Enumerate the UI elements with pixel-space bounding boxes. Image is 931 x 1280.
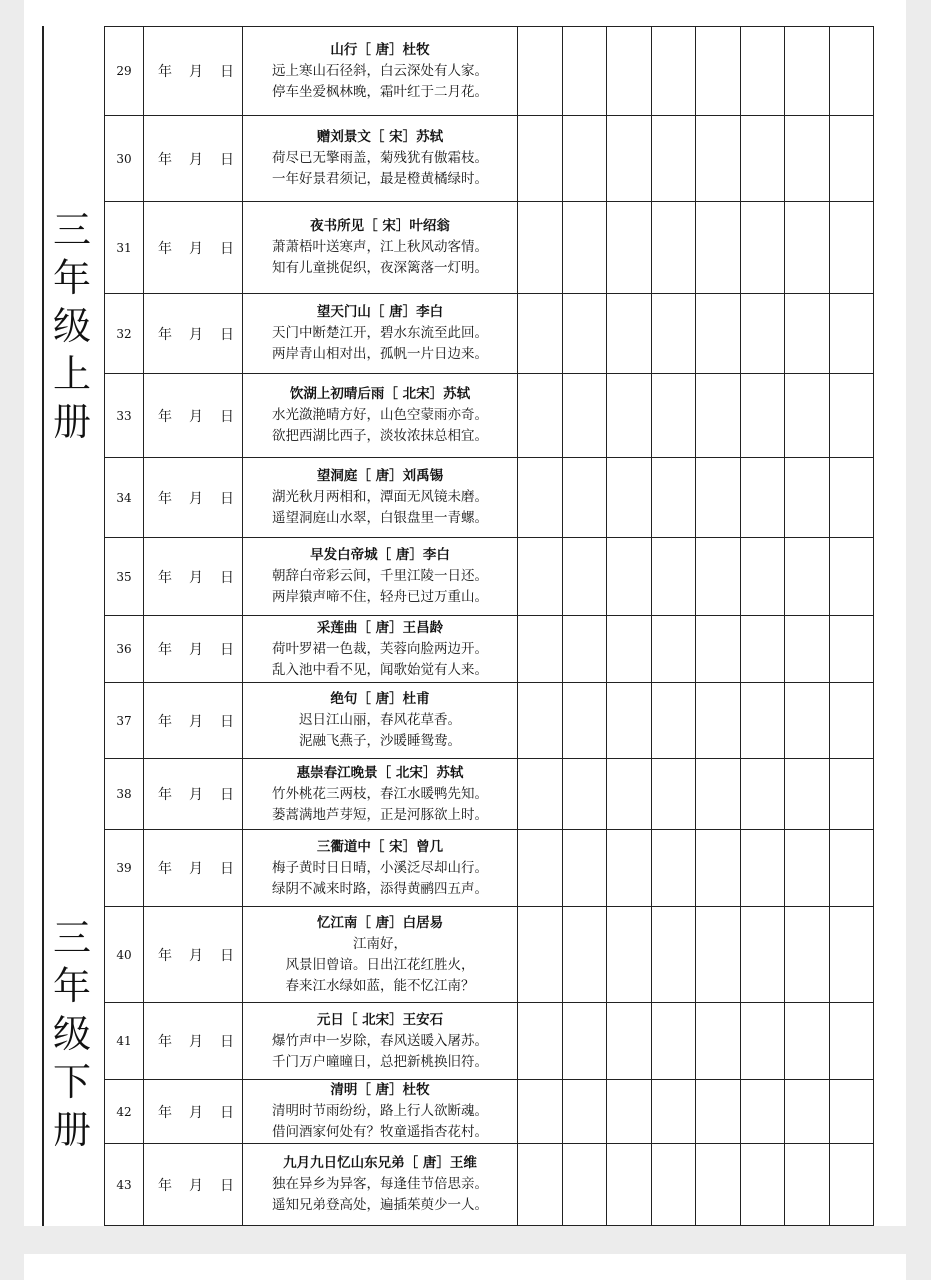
check-box-cell[interactable] [696, 1080, 741, 1144]
check-box-cell[interactable] [562, 116, 607, 202]
date-month-label: 月 [189, 787, 203, 803]
poem-title: 赠刘景文［ 宋］苏轼 [316, 129, 444, 145]
poem-line: 绿阴不减来时路，添得黄鹂四五声。 [272, 880, 488, 897]
poem-line: 天门中断楚江开，碧水东流至此回。 [272, 325, 488, 341]
poem-line: 水光潋滟晴方好，山色空蒙雨亦奇。 [272, 407, 488, 423]
poem-cell [243, 27, 518, 116]
date-day-label: 日 [220, 1177, 234, 1194]
table-row [105, 458, 874, 538]
poem-title: 九月九日忆山东兄弟［ 唐］王维 [283, 1155, 477, 1171]
check-box-cell[interactable] [785, 374, 830, 458]
date-cell[interactable] [144, 759, 243, 830]
date-cell[interactable] [144, 1003, 243, 1080]
check-box-cell[interactable] [740, 116, 785, 202]
check-box-cell[interactable] [829, 1144, 874, 1226]
check-box-cell[interactable] [607, 1144, 652, 1226]
check-box-cell[interactable] [518, 374, 563, 458]
date-day-label: 日 [220, 1104, 234, 1121]
poem-number: 43 [105, 1144, 144, 1226]
date-year-label: 年 [158, 713, 172, 730]
poem-cell [243, 683, 518, 759]
date-day-label: 日 [220, 569, 234, 586]
check-box-cell[interactable] [562, 27, 607, 116]
poem-line: 荷尽已无擎雨盖，菊残犹有傲霜枝。 [272, 150, 488, 166]
check-box-cell[interactable] [651, 374, 696, 458]
date-year-label: 年 [158, 1104, 172, 1121]
poem-line: 迟日江山丽，春风花草香。 [299, 712, 461, 728]
poem-line: 独在异乡为异客，每逢佳节倍思亲。 [272, 1176, 488, 1192]
date-month-label: 月 [189, 642, 203, 658]
date-day-label: 日 [220, 1034, 234, 1050]
poem-number: 32 [105, 294, 144, 374]
date-month-label: 月 [189, 151, 203, 168]
poem-line: 遥知兄弟登高处，遍插茱萸少一人。 [272, 1197, 488, 1213]
check-box-cell[interactable] [785, 202, 830, 294]
date-day-label: 日 [220, 151, 234, 168]
date-day-label: 日 [220, 861, 234, 877]
poem-line: 清明时节雨纷纷，路上行人欲断魂。 [272, 1103, 488, 1119]
poem-title: 惠崇春江晚景［ 北宋］苏轼 [296, 764, 464, 781]
check-box-cell[interactable] [607, 374, 652, 458]
poem-title: 绝句［ 唐］杜甫 [330, 691, 430, 707]
poem-cell [243, 458, 518, 538]
check-box-cell[interactable] [785, 907, 830, 1003]
check-box-cell[interactable] [651, 759, 696, 830]
poem-line: 风景旧曾谙。日出江花红胜火， [285, 956, 475, 973]
poem-title: 山行［ 唐］杜牧 [330, 41, 430, 58]
grade-char: 三 [52, 916, 91, 960]
date-day-label: 日 [220, 947, 234, 964]
table-row [105, 1003, 874, 1080]
check-box-cell[interactable] [651, 116, 696, 202]
grade-char: 三 [52, 208, 91, 252]
poem-line: 一年好景君须记，最是橙黄橘绿时。 [272, 171, 488, 187]
check-box-cell[interactable] [740, 830, 785, 907]
date-year-label: 年 [158, 490, 172, 507]
poem-line: 朝辞白帝彩云间，千里江陵一日还。 [272, 568, 488, 584]
grade-char: 年 [52, 256, 91, 300]
date-day-label: 日 [220, 490, 234, 507]
date-year-label: 年 [158, 326, 172, 343]
check-box-cell[interactable] [785, 458, 830, 538]
table-row [105, 374, 874, 458]
check-box-cell[interactable] [785, 616, 830, 683]
check-box-cell[interactable] [829, 759, 874, 830]
table-row [105, 294, 874, 374]
poem-number: 35 [105, 538, 144, 616]
check-box-cell[interactable] [562, 202, 607, 294]
check-box-cell[interactable] [651, 1080, 696, 1144]
date-cell[interactable] [144, 907, 243, 1003]
poem-number: 29 [105, 27, 144, 116]
poem-cell [243, 830, 518, 907]
check-box-cell[interactable] [829, 830, 874, 907]
check-box-cell[interactable] [785, 830, 830, 907]
date-cell[interactable] [144, 1080, 243, 1144]
check-box-cell[interactable] [518, 1080, 563, 1144]
poem-number: 36 [105, 616, 144, 683]
check-box-cell[interactable] [562, 458, 607, 538]
check-box-cell[interactable] [562, 1080, 607, 1144]
check-box-cell[interactable] [518, 907, 563, 1003]
poem-line: 借问酒家何处有？牧童遥指杏花村。 [272, 1124, 488, 1140]
check-box-cell[interactable] [829, 294, 874, 374]
next-page [24, 1254, 906, 1280]
check-box-cell[interactable] [785, 1144, 830, 1226]
date-month-label: 月 [189, 947, 203, 964]
check-box-cell[interactable] [651, 683, 696, 759]
date-day-label: 日 [220, 787, 234, 803]
poem-line: 两岸青山相对出，孤帆一片日边来。 [272, 346, 488, 362]
check-box-cell[interactable] [607, 294, 652, 374]
poem-number: 37 [105, 683, 144, 759]
date-month-label: 月 [189, 326, 203, 343]
date-year-label: 年 [158, 787, 172, 803]
check-box-cell[interactable] [696, 374, 741, 458]
check-box-cell[interactable] [829, 458, 874, 538]
check-box-cell[interactable] [740, 294, 785, 374]
grade-char: 下 [52, 1060, 91, 1104]
check-box-cell[interactable] [651, 294, 696, 374]
check-box-cell[interactable] [696, 759, 741, 830]
check-box-cell[interactable] [696, 683, 741, 759]
check-box-cell[interactable] [829, 374, 874, 458]
poem-recitation-table [104, 26, 874, 1226]
check-box-cell[interactable] [785, 27, 830, 116]
poem-number: 42 [105, 1080, 144, 1144]
poem-cell [243, 907, 518, 1003]
poem-title: 望洞庭［ 唐］刘禹锡 [316, 468, 444, 484]
check-box-cell[interactable] [696, 538, 741, 616]
grade-char: 册 [52, 1108, 91, 1152]
date-month-label: 月 [189, 240, 203, 257]
check-box-cell[interactable] [740, 538, 785, 616]
check-box-cell[interactable] [696, 458, 741, 538]
poem-line: 知有儿童挑促织，夜深篱落一灯明。 [272, 260, 488, 276]
poem-line: 蒌蒿满地芦芽短，正是河豚欲上时。 [272, 806, 488, 823]
date-cell[interactable] [144, 294, 243, 374]
check-box-cell[interactable] [829, 538, 874, 616]
poem-title: 三衢道中［ 宋］曾几 [316, 838, 444, 855]
table-row [105, 616, 874, 683]
poem-cell [243, 1003, 518, 1080]
check-box-cell[interactable] [785, 1080, 830, 1144]
grade-char: 级 [52, 1012, 91, 1056]
date-month-label: 月 [189, 713, 203, 730]
check-box-cell[interactable] [607, 1003, 652, 1080]
table-row [105, 27, 874, 116]
check-box-cell[interactable] [785, 759, 830, 830]
check-box-cell[interactable] [562, 830, 607, 907]
grade-char: 上 [52, 352, 91, 396]
poem-number: 41 [105, 1003, 144, 1080]
poem-title: 夜书所见［ 宋］叶绍翁 [310, 218, 450, 234]
date-year-label: 年 [158, 642, 172, 658]
poem-title: 望天门山［ 唐］李白 [316, 304, 444, 320]
check-box-cell[interactable] [518, 1003, 563, 1080]
check-box-cell[interactable] [562, 294, 607, 374]
check-box-cell[interactable] [518, 458, 563, 538]
check-box-cell[interactable] [518, 1144, 563, 1226]
poem-line: 梅子黄时日日晴，小溪泛尽却山行。 [272, 859, 488, 876]
poem-title: 忆江南［ 唐］白居易 [316, 914, 444, 931]
check-box-cell[interactable] [518, 27, 563, 116]
check-box-cell[interactable] [651, 1144, 696, 1226]
table-row [105, 1080, 874, 1144]
check-box-cell[interactable] [651, 202, 696, 294]
check-box-cell[interactable] [740, 374, 785, 458]
poem-line: 江南好， [353, 935, 407, 952]
poem-line: 爆竹声中一岁除，春风送暖入屠苏。 [272, 1032, 488, 1049]
grade-label-lower [40, 914, 104, 1154]
poem-title: 采莲曲［ 唐］王昌龄 [316, 619, 444, 636]
poem-line: 停车坐爱枫林晚，霜叶红于二月花。 [272, 83, 488, 100]
grade-char: 级 [52, 304, 91, 348]
poem-line: 乱入池中看不见，闻歌始觉有人来。 [272, 661, 488, 678]
poem-line: 遥望洞庭山水翠，白银盘里一青螺。 [272, 510, 488, 526]
check-box-cell[interactable] [607, 683, 652, 759]
check-box-cell[interactable] [562, 907, 607, 1003]
date-year-label: 年 [158, 1034, 172, 1050]
check-box-cell[interactable] [829, 116, 874, 202]
check-box-cell[interactable] [607, 538, 652, 616]
poem-number: 39 [105, 830, 144, 907]
table-row [105, 907, 874, 1003]
grade-char: 册 [52, 400, 91, 444]
poem-cell [243, 1080, 518, 1144]
date-month-label: 月 [189, 490, 203, 507]
date-day-label: 日 [220, 326, 234, 343]
check-box-cell[interactable] [829, 202, 874, 294]
poem-line: 欲把西湖比西子，淡妆浓抹总相宜。 [272, 428, 488, 444]
poem-number: 31 [105, 202, 144, 294]
date-cell[interactable] [144, 683, 243, 759]
date-cell[interactable] [144, 458, 243, 538]
date-year-label: 年 [158, 861, 172, 877]
poem-title: 元日［ 北宋］王安石 [316, 1011, 444, 1028]
check-box-cell[interactable] [651, 616, 696, 683]
poem-cell [243, 1144, 518, 1226]
check-box-cell[interactable] [562, 1144, 607, 1226]
date-day-label: 日 [220, 713, 234, 730]
poem-line: 萧萧梧叶送寒声，江上秋风动客情。 [272, 239, 488, 255]
date-cell[interactable] [144, 374, 243, 458]
date-day-label: 日 [220, 642, 234, 658]
check-box-cell[interactable] [740, 683, 785, 759]
check-box-cell[interactable] [785, 116, 830, 202]
grade-label-upper [40, 206, 104, 446]
check-box-cell[interactable] [696, 907, 741, 1003]
date-day-label: 日 [220, 240, 234, 257]
date-month-label: 月 [189, 569, 203, 586]
check-box-cell[interactable] [518, 202, 563, 294]
check-box-cell[interactable] [829, 27, 874, 116]
poem-line: 千门万户曈曈日，总把新桃换旧符。 [272, 1053, 488, 1070]
date-cell[interactable] [144, 1144, 243, 1226]
table-row [105, 683, 874, 759]
check-box-cell[interactable] [607, 458, 652, 538]
check-box-cell[interactable] [696, 27, 741, 116]
check-box-cell[interactable] [740, 458, 785, 538]
check-box-cell[interactable] [829, 907, 874, 1003]
check-box-cell[interactable] [607, 1080, 652, 1144]
check-box-cell[interactable] [740, 616, 785, 683]
poem-number: 30 [105, 116, 144, 202]
check-box-cell[interactable] [785, 294, 830, 374]
check-box-cell[interactable] [696, 1003, 741, 1080]
check-box-cell[interactable] [518, 683, 563, 759]
table-row [105, 759, 874, 830]
check-box-cell[interactable] [740, 907, 785, 1003]
poem-line: 春来江水绿如蓝，能不忆江南？ [285, 977, 475, 994]
check-box-cell[interactable] [696, 616, 741, 683]
check-box-cell[interactable] [562, 374, 607, 458]
check-box-cell[interactable] [829, 683, 874, 759]
check-box-cell[interactable] [651, 458, 696, 538]
date-cell[interactable] [144, 27, 243, 116]
check-box-cell[interactable] [829, 1080, 874, 1144]
poem-cell [243, 374, 518, 458]
date-year-label: 年 [158, 64, 172, 80]
date-cell[interactable] [144, 538, 243, 616]
check-box-cell[interactable] [607, 116, 652, 202]
check-box-cell[interactable] [740, 27, 785, 116]
check-box-cell[interactable] [696, 202, 741, 294]
date-month-label: 月 [189, 1034, 203, 1050]
date-cell[interactable] [144, 830, 243, 907]
check-box-cell[interactable] [607, 830, 652, 907]
check-box-cell[interactable] [518, 294, 563, 374]
poem-cell [243, 116, 518, 202]
poem-cell [243, 759, 518, 830]
date-year-label: 年 [158, 151, 172, 168]
check-box-cell[interactable] [740, 759, 785, 830]
check-box-cell[interactable] [696, 294, 741, 374]
check-box-cell[interactable] [607, 907, 652, 1003]
poem-title: 清明［ 唐］杜牧 [330, 1082, 430, 1098]
date-day-label: 日 [220, 408, 234, 425]
date-cell[interactable] [144, 116, 243, 202]
poem-cell [243, 294, 518, 374]
table-row [105, 202, 874, 294]
table-row [105, 1144, 874, 1226]
poem-line: 远上寒山石径斜，白云深处有人家。 [272, 62, 488, 79]
date-cell[interactable] [144, 616, 243, 683]
check-box-cell[interactable] [518, 538, 563, 616]
poem-title: 早发白帝城［ 唐］李白 [310, 547, 450, 563]
check-box-cell[interactable] [562, 683, 607, 759]
table-row [105, 116, 874, 202]
check-box-cell[interactable] [740, 202, 785, 294]
date-year-label: 年 [158, 240, 172, 257]
table-row [105, 538, 874, 616]
check-box-cell[interactable] [696, 830, 741, 907]
date-cell[interactable] [144, 202, 243, 294]
check-box-cell[interactable] [651, 27, 696, 116]
poem-line: 泥融飞燕子，沙暖睡鸳鸯。 [299, 733, 461, 749]
poem-title: 饮湖上初晴后雨［ 北宋］苏轼 [289, 386, 471, 402]
check-box-cell[interactable] [785, 683, 830, 759]
check-box-cell[interactable] [829, 1003, 874, 1080]
check-box-cell[interactable] [740, 1144, 785, 1226]
date-month-label: 月 [189, 64, 203, 80]
check-box-cell[interactable] [518, 616, 563, 683]
date-month-label: 月 [189, 861, 203, 877]
check-box-cell[interactable] [740, 1080, 785, 1144]
check-box-cell[interactable] [562, 759, 607, 830]
poem-number: 33 [105, 374, 144, 458]
date-month-label: 月 [189, 408, 203, 425]
poem-number: 40 [105, 907, 144, 1003]
check-box-cell[interactable] [562, 1003, 607, 1080]
poem-line: 两岸猿声啼不住，轻舟已过万重山。 [272, 589, 488, 605]
poem-number: 34 [105, 458, 144, 538]
poem-cell [243, 202, 518, 294]
check-box-cell[interactable] [696, 116, 741, 202]
check-box-cell[interactable] [785, 538, 830, 616]
date-year-label: 年 [158, 569, 172, 586]
poem-cell [243, 538, 518, 616]
poem-line: 荷叶罗裙一色裁，芙蓉向脸两边开。 [272, 640, 488, 657]
check-box-cell[interactable] [518, 116, 563, 202]
check-box-cell[interactable] [562, 538, 607, 616]
check-box-cell[interactable] [607, 27, 652, 116]
check-box-cell[interactable] [740, 1003, 785, 1080]
check-box-cell[interactable] [518, 830, 563, 907]
check-box-cell[interactable] [607, 759, 652, 830]
check-box-cell[interactable] [829, 616, 874, 683]
check-box-cell[interactable] [518, 759, 563, 830]
table-row [105, 830, 874, 907]
poem-line: 湖光秋月两相和，潭面无风镜未磨。 [272, 489, 488, 505]
grade-char: 年 [52, 964, 91, 1008]
check-box-cell[interactable] [651, 830, 696, 907]
check-box-cell[interactable] [651, 538, 696, 616]
poem-cell [243, 616, 518, 683]
check-box-cell[interactable] [651, 1003, 696, 1080]
date-year-label: 年 [158, 947, 172, 964]
check-box-cell[interactable] [651, 907, 696, 1003]
date-month-label: 月 [189, 1177, 203, 1194]
check-box-cell[interactable] [607, 616, 652, 683]
check-box-cell[interactable] [562, 616, 607, 683]
date-year-label: 年 [158, 408, 172, 425]
date-month-label: 月 [189, 1104, 203, 1121]
check-box-cell[interactable] [607, 202, 652, 294]
date-year-label: 年 [158, 1177, 172, 1194]
date-day-label: 日 [220, 64, 234, 80]
check-box-cell[interactable] [785, 1003, 830, 1080]
poem-line: 竹外桃花三两枝，春江水暖鸭先知。 [272, 785, 488, 802]
check-box-cell[interactable] [696, 1144, 741, 1226]
poem-number: 38 [105, 759, 144, 830]
